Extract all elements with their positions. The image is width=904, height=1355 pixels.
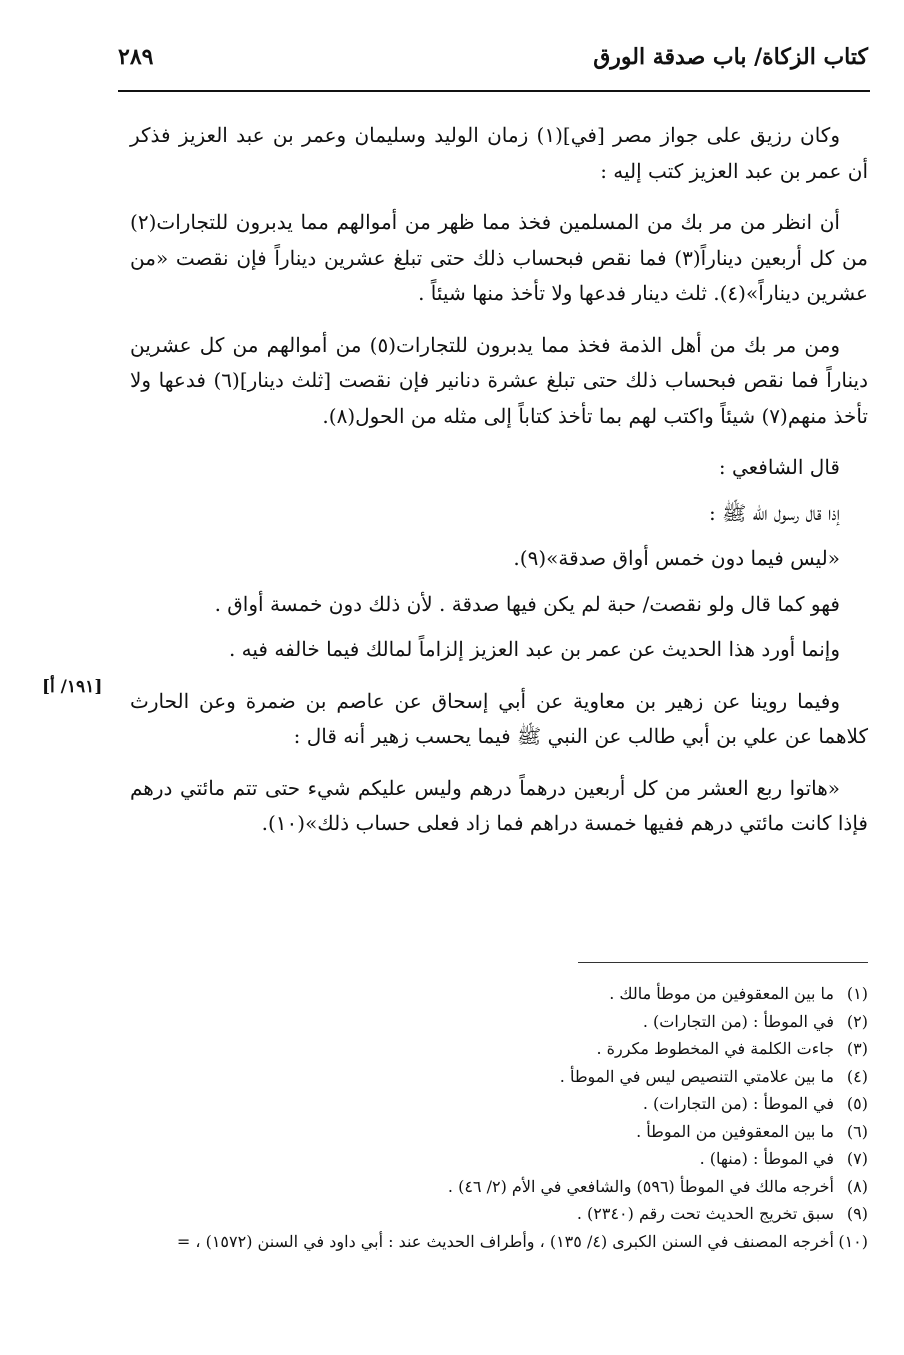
footnote (118, 1200, 868, 1228)
paragraph-9: وفيما روينا عن زهير بن معاوية عن أبي إسحاق عن عاصم بن ضمرة وعن الحارث كلاهما عن علي بن أبي طالب عن النبي ﷺ فيما يحسب زهير أنه قال : (130, 688, 868, 748)
footnote (118, 1063, 868, 1091)
footnote-text: أخرجه المصنف في السنن الكبرى (٤/ ١٣٥) ، وأطراف الحديث عند : أبي داود في السنن (١٥٧٢) ، = (176, 1231, 834, 1251)
footnote (118, 1118, 868, 1146)
footnote-number: (٦) (846, 1121, 868, 1141)
footnote-number: (٥) (846, 1094, 868, 1113)
page-header (118, 40, 868, 80)
footnote-text: ما بين المعقوفين من موطأ مالك . (609, 984, 834, 1003)
running-title: كتاب الزكاة/ باب صدقة الورق (593, 44, 868, 70)
paragraph-6: «ليس فيما دون خمس أواق صدقة»(٩). (513, 546, 840, 570)
footnote-text: سبق تخريج الحديث تحت رقم (٢٣٤٠) . (576, 1204, 834, 1223)
paragraph-8: وإنما أورد هذا الحديث عن عمر بن عبد العزيز إلزاماً لمالك فيما خالفه فيه . (228, 637, 840, 661)
footnote-text: أخرجه مالك في الموطأ (٥٩٦) والشافعي في الأم (٢/ ٤٦) . (447, 1176, 834, 1196)
footnote-text: جاءت الكلمة في المخطوط مكررة . (596, 1039, 834, 1058)
paragraph-7: فهو كما قال ولو نقصت/ حبة لم يكن فيها صدقة . لأن ذلك دون خمسة أواق . (214, 591, 840, 616)
footnote (118, 1035, 868, 1063)
footnote-divider (578, 962, 868, 963)
footnote-text: ما بين علامتي التنصيص ليس في الموطأ . (559, 1066, 834, 1086)
footnote-text: في الموطأ : (من التجارات) . (642, 1094, 834, 1113)
page-number: ٢٨٩ (118, 44, 154, 70)
footnote (118, 1090, 868, 1118)
marginal-folio-note: [١٩١/ أ] (42, 677, 103, 697)
paragraph-4: قال الشافعي : (718, 455, 840, 479)
footnote (118, 1145, 868, 1173)
footnote (118, 980, 868, 1008)
paragraph-1: وكان رزيق على جواز مصر [في](١) زمان الوليد وسليمان وعمر بن عبد العزيز فذكر أن عمر بن عبد العزيز كتب إليه : (130, 123, 868, 183)
footnote-number: (١) (846, 984, 868, 1003)
footnote-number: (٤) (846, 1066, 868, 1086)
footnote-number: (٣) (846, 1039, 868, 1058)
footnote-number: (٩) (846, 1204, 868, 1223)
main-text (130, 118, 868, 858)
footnote-number: (٢) (846, 1011, 868, 1031)
footnote (118, 1008, 868, 1036)
paragraph-10: «هاتوا ربع العشر من كل أربعين درهماً درهم وليس عليكم شيء حتى تتم مائتي درهم فإذا كانت مائتي درهم ففيها خمسة دراهم فما زاد فعلى حساب ذلك»(١٠). (130, 775, 868, 835)
paragraph-5: إذا قال رسول الله ﷺ : (709, 500, 840, 525)
footnote (118, 1173, 868, 1201)
footnote-number: (٧) (846, 1149, 868, 1168)
footnote-text: في الموطأ : (من التجارات) . (642, 1011, 834, 1031)
footnote-text: ما بين المعقوفين من الموطأ . (636, 1121, 834, 1141)
paragraph-3: ومن مر بك من أهل الذمة فخذ مما يدبرون للتجارات(٥) من أموالهم من كل عشرين ديناراً فما نقص فبحساب ذلك حتى تبلغ عشرة دنانير فإن نقصت [ثلث دينار](٦) فدعها ولا تأخذ منهم(٧) شيئاً واكتب لهم بما تأخذ كتاباً إلى مثله من الحول(٨). (130, 332, 869, 428)
paragraph-2: أن انظر من مر بك من المسلمين فخذ مما ظهر من أموالهم مما يدبرون للتجارات(٢) من كل أربعين ديناراً(٣) فما نقص فبحساب ذلك حتى تبلغ عشرين ديناراً فإن نقصت «من عشرين ديناراً»(٤). ثلث دينار فدعها ولا تأخذ منها شيئاً . (130, 210, 868, 305)
footnote-number: (١٠) (838, 1231, 868, 1251)
footnotes (118, 980, 868, 1255)
footnote-number: (٨) (846, 1176, 868, 1196)
footnote (118, 1228, 868, 1256)
header-divider (118, 90, 870, 92)
footnote-text: في الموطأ : (منها) . (699, 1149, 834, 1168)
